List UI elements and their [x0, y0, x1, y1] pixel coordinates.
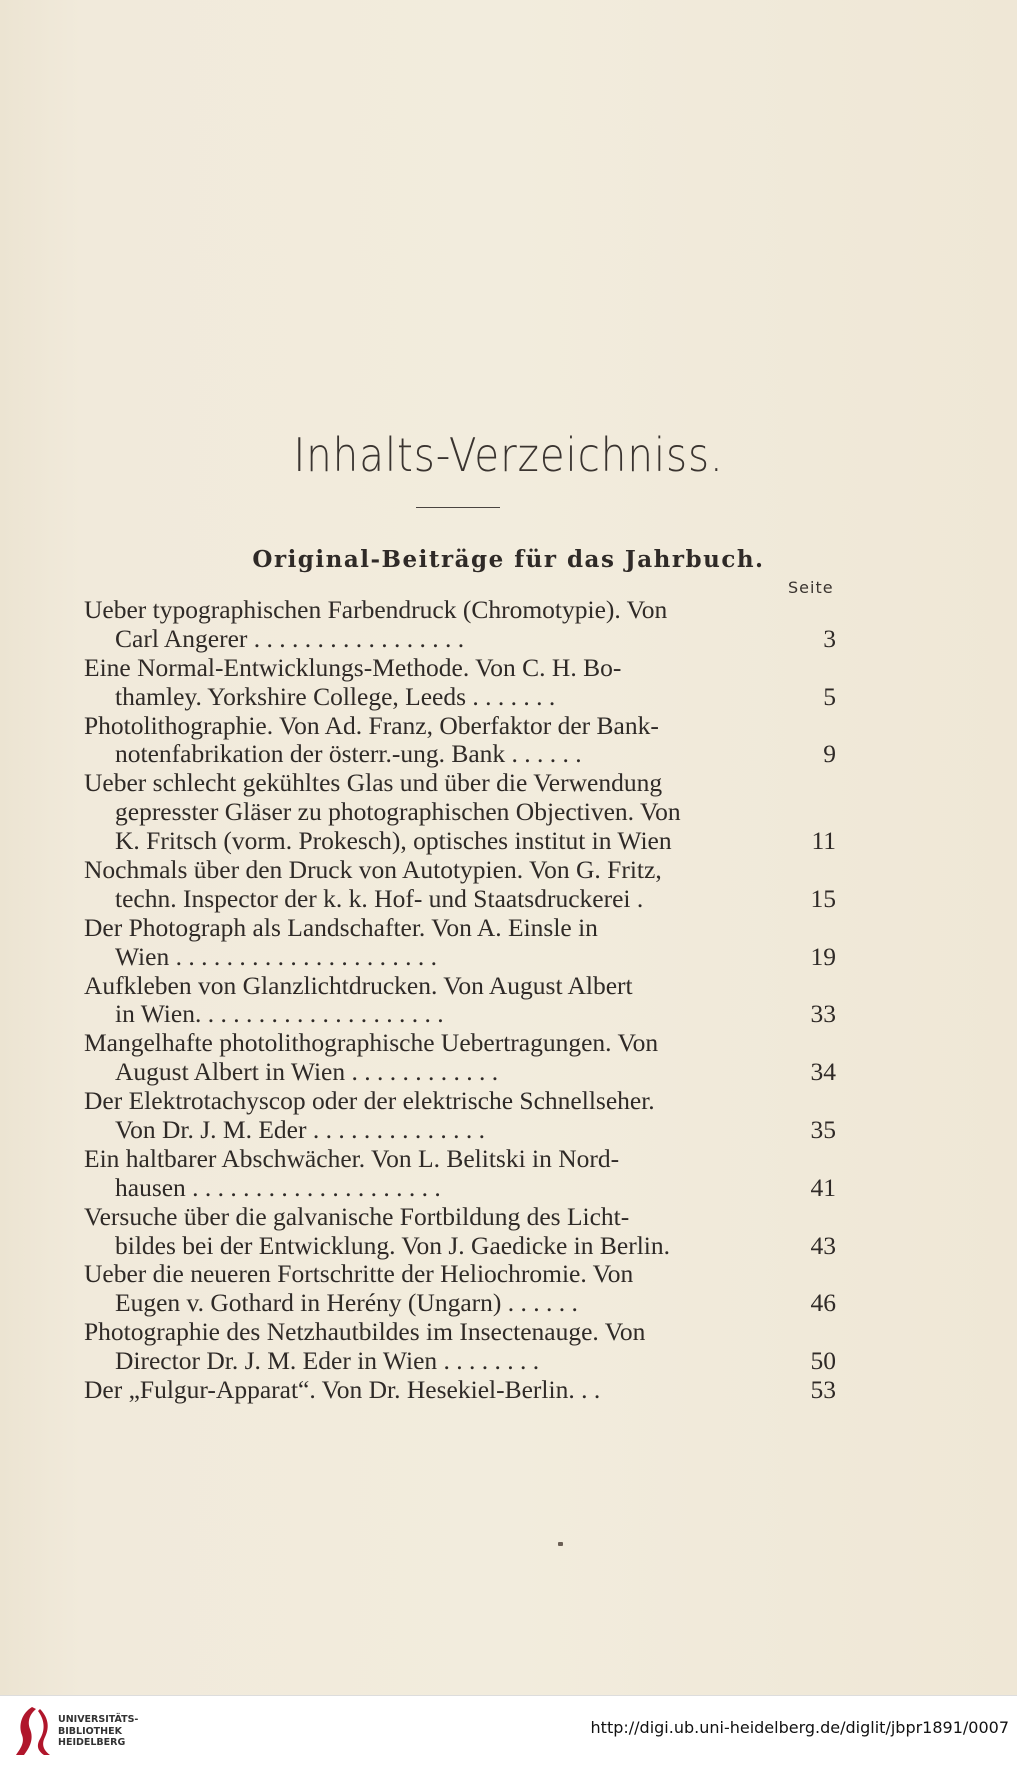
toc-entry-text: techn. Inspector der k. k. Hof- und Staatsdruckerei . [115, 883, 644, 913]
toc-entry-text: gepresster Gläser zu photographischen Objectiven. Von [115, 797, 681, 827]
toc-entry-line [84, 798, 836, 827]
toc-entry-line [84, 972, 836, 1001]
toc-entry-line [84, 1174, 836, 1203]
toc-entry-line [84, 1087, 836, 1116]
toc-entry-text: K. Fritsch (vorm. Prokesch), optisches institut in Wien [115, 826, 672, 856]
toc-entry-line [84, 683, 836, 712]
toc-entry-line [84, 654, 836, 683]
toc-page-number: 3 [823, 623, 836, 653]
toc-entry-text: Der Photograph als Landschafter. Von A. Einsle in [84, 912, 598, 942]
logo-line: UNIVERSITÄTS- [58, 1714, 139, 1725]
toc-entry-line [84, 885, 836, 914]
library-logo-text [58, 1714, 138, 1749]
toc-entry-text: Ueber die neueren Fortschritte der Heliochromie. Von [84, 1259, 634, 1289]
toc-entry-line [84, 712, 836, 741]
toc-entry-text: Wien . . . . . . . . . . . . . . . . . . . . . [115, 941, 437, 971]
toc-entry-line [84, 625, 836, 654]
section-heading: Original-Beiträge für das Jahrbuch. [252, 546, 765, 573]
toc-entry-line [84, 1116, 836, 1145]
toc-entry-line [84, 1260, 836, 1289]
toc-page-number: 19 [810, 941, 836, 971]
toc-entry-text: Nochmals über den Druck von Autotypien. Von G. Fritz, [84, 855, 662, 885]
ink-speck [558, 1542, 563, 1546]
toc-page-number: 43 [810, 1230, 836, 1260]
page-title: Inhalts-Verzeichniss. [293, 428, 724, 482]
source-url-link[interactable]: http://digi.ub.uni-heidelberg.de/diglit/jbpr1891/0007 [590, 1718, 1009, 1737]
toc-entry-text: Von Dr. J. M. Eder . . . . . . . . . . . . . . [115, 1115, 485, 1145]
toc-entry-line [84, 943, 836, 972]
toc-entry-text: Der „Fulgur-Apparat“. Von Dr. Hesekiel-Berlin. . . [84, 1375, 601, 1405]
toc-page-number: 41 [810, 1172, 836, 1202]
toc-entry-line [84, 1029, 836, 1058]
toc-entry-text: Eine Normal-Entwicklungs-Methode. Von C. H. Bo- [84, 652, 622, 682]
toc-entry-line [84, 1347, 836, 1376]
toc-entry-text: notenfabrikation der österr.-ung. Bank . . . . . . [115, 739, 582, 769]
toc-entry-text: August Albert in Wien . . . . . . . . . . . . [115, 1057, 499, 1087]
toc-page-number: 15 [810, 883, 836, 913]
toc-page-number: 34 [810, 1057, 836, 1087]
toc-entry-line [84, 1145, 836, 1174]
toc-entry-text: Eugen v. Gothard in Herény (Ungarn) . . . . . . [115, 1288, 578, 1318]
toc-entry-line [84, 1058, 836, 1087]
toc-page-number: 50 [810, 1346, 836, 1376]
toc-page-number: 33 [810, 999, 836, 1029]
toc-entry-text: Mangelhafte photolithographische Uebertragungen. Von [84, 1028, 659, 1058]
toc-entry-line [84, 1318, 836, 1347]
toc-entry-line [84, 740, 836, 769]
toc-page-number: 35 [810, 1115, 836, 1145]
toc-entry-line [84, 856, 836, 885]
toc-entry-text: bildes bei der Entwicklung. Von J. Gaedicke in Berlin. [115, 1230, 670, 1260]
toc-entry-text: hausen . . . . . . . . . . . . . . . . . . . . [115, 1172, 441, 1202]
toc-entry-text: Ueber schlecht gekühltes Glas und über die Verwendung [84, 768, 663, 798]
toc-entry-line [84, 914, 836, 943]
toc-entry-line [84, 1289, 836, 1318]
toc-entry-text: Versuche über die galvanische Fortbildung des Licht- [84, 1201, 630, 1231]
toc-entry-text: Ein haltbarer Abschwächer. Von L. Belitski in Nord- [84, 1143, 620, 1173]
title-rule [416, 507, 500, 508]
toc-entry-line [84, 1203, 836, 1232]
toc-page-number: 11 [811, 826, 836, 856]
toc-page-number: 46 [810, 1288, 836, 1318]
footer-bar [0, 1695, 1017, 1768]
toc-entry-text: Photolithographie. Von Ad. Franz, Oberfaktor der Bank- [84, 710, 659, 740]
toc-entry-text: Aufkleben von Glanzlichtdrucken. Von August Albert [84, 970, 633, 1000]
toc-entry-text: Photographie des Netzhautbildes im Insectenauge. Von [84, 1317, 646, 1347]
toc-entry-line [84, 827, 836, 856]
toc-entry-line [84, 1376, 836, 1405]
logo-line: BIBLIOTHEK [58, 1725, 122, 1737]
toc-entry-text: in Wien. . . . . . . . . . . . . . . . . . . . [115, 999, 444, 1029]
library-logo-icon [12, 1705, 52, 1757]
toc-entry-text: Ueber typographischen Farbendruck (Chromotypie). Von [84, 595, 668, 624]
toc-page-number: 53 [810, 1375, 836, 1405]
toc-entry-line [84, 1232, 836, 1261]
table-of-contents [84, 596, 836, 1405]
toc-entry-text: thamley. Yorkshire College, Leeds . . . . . . . [115, 681, 556, 711]
page-column-label: Seite [788, 578, 834, 597]
toc-page-number: 9 [823, 739, 836, 769]
toc-entry-line [84, 1000, 836, 1029]
logo-line: HEIDELBERG [58, 1737, 126, 1748]
toc-entry-line [84, 596, 836, 625]
toc-entry-text: Carl Angerer . . . . . . . . . . . . . . . . . [115, 623, 465, 653]
toc-page-number: 5 [823, 681, 836, 711]
toc-entry-line [84, 769, 836, 798]
toc-entry-text: Director Dr. J. M. Eder in Wien . . . . . . . . [115, 1346, 540, 1376]
toc-entry-text: Der Elektrotachyscop oder der elektrische Schnellseher. [84, 1086, 655, 1116]
